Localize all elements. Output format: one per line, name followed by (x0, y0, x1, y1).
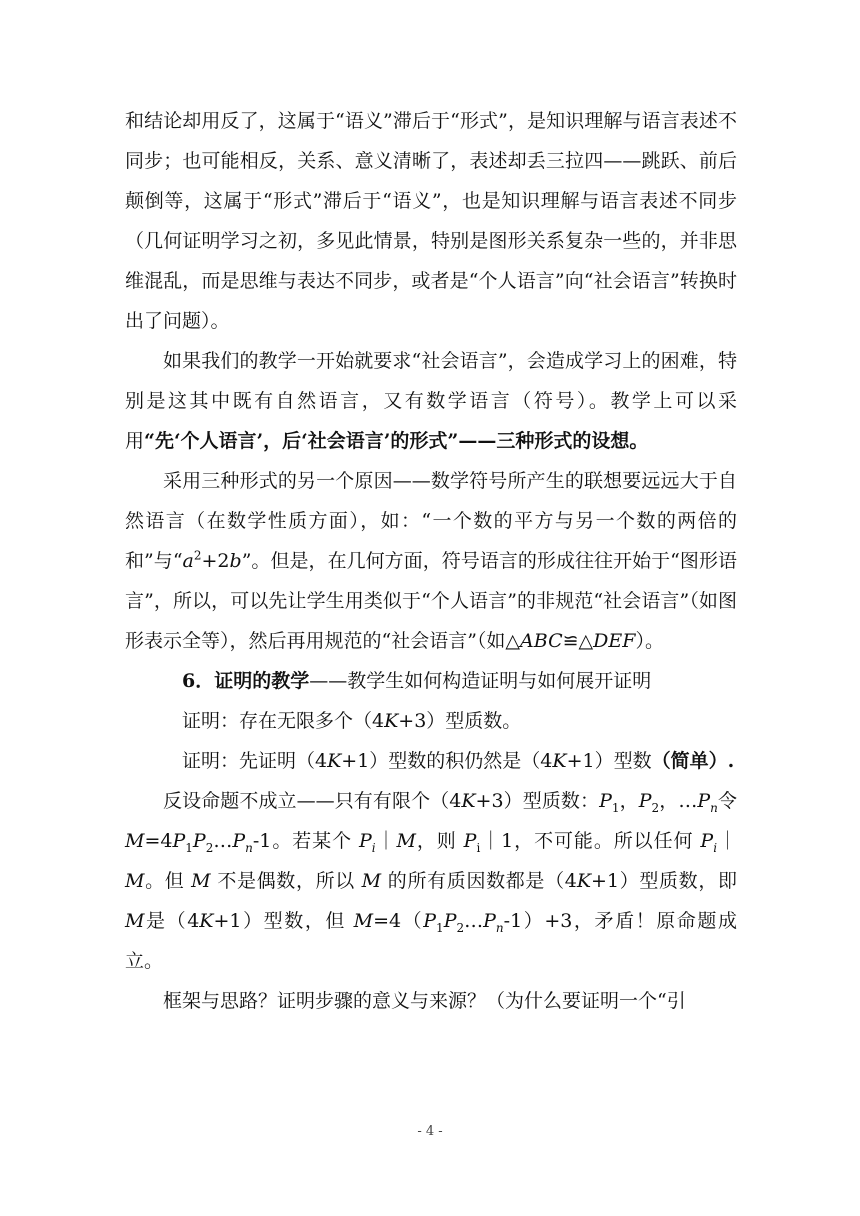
math-exponent: 2 (193, 548, 202, 563)
paragraph-text: 采用三种形式的另一个原因——数学符号所产生的联想要远远大于自然语言（在数学性质方面），如：“一个数的平方与另一个数的两倍的和”与“ (125, 470, 737, 572)
math-p: P (172, 830, 186, 852)
paragraph-last (125, 981, 737, 1021)
paragraph-text: 和结论却用反了，这属于“语义”滞后于“形式”，是知识理解与语言表述不同步；也可能相反，关系、意义清晰了，表述却丢三拉四——跳跃、前后颠倒等，这属于“形式”滞后于“语义”，也是知识理解与语言表述不同步（几何证明学习之初，多见此情景，特别是图形关系复杂一些的，并非思维混乱，而是思维与表达不同步，或者是“个人语言”向“社会语言”转换时出了问题）。 (125, 110, 737, 332)
math-subscript: 2 (205, 840, 214, 855)
proof-step-2 (125, 781, 737, 981)
paragraph-1 (125, 101, 737, 341)
math-k: K (384, 710, 399, 732)
math-m: M (353, 910, 374, 932)
math-subscript: 2 (651, 800, 660, 815)
math-m: M (396, 830, 416, 852)
page-content (125, 101, 737, 1021)
math-m: M (125, 870, 145, 892)
math-def: DEF (593, 630, 636, 652)
math-m: M (361, 870, 382, 892)
math-k: K (552, 750, 567, 772)
text: +1）型质数，即 (591, 870, 737, 892)
math-p: P (638, 790, 652, 812)
paragraph-text: 框架与思路？证明步骤的意义与来源？（为什么要证明一个“引 (163, 990, 686, 1012)
section-title: 6．证明的教学 (182, 670, 310, 692)
math-p: P (358, 830, 372, 852)
math-var-a: a (182, 550, 194, 572)
math-m: M (191, 870, 211, 892)
text: 令 (717, 790, 737, 812)
math-subscript: n (495, 920, 504, 935)
math-subscript: 1 (185, 840, 193, 855)
section-heading-6 (125, 661, 737, 701)
math-p: P (192, 830, 206, 852)
paragraph-3 (125, 461, 737, 661)
math-subscript: n (710, 800, 718, 815)
math-p: P (443, 910, 457, 932)
text: -1）+3，矛盾！原命题成立。 (125, 910, 737, 972)
paragraph-text: 如果我们的教学一开始就要求“社会语言”，会造成学习上的困难，特别是这其中既有自然语言，又有数学语言（符号）。教学上可以采用 (125, 350, 737, 452)
emphasis-text: “先‘个人语言’，后‘社会语言’的形式”——三种形式的设想。 (144, 430, 649, 452)
text: ｜1，不可能。所以任何 (480, 830, 701, 852)
paragraph-text: ”。但是，在几何方面，符号语言的形成往往开始于“图形语言”，所以，可以先让学生用类似于“个人语言”的非规范“社会语言”（如图形表示全等），然后再用规范的“社会语言”（如△ (125, 550, 737, 652)
math-subscript: i (371, 840, 376, 855)
text: +3）型质数。 (398, 710, 522, 732)
text: … (464, 910, 484, 932)
text: 是（4 (144, 910, 200, 932)
math-subscript: 2 (456, 920, 465, 935)
math-var-b: b (229, 550, 242, 572)
math-plus: +2 (201, 550, 230, 572)
text: =4（ (373, 910, 424, 932)
text: +1）型数 (566, 750, 652, 772)
paragraph-text: ）。 (635, 630, 664, 652)
section-subtitle: ——教学生如何构造证明与如何展开证明 (309, 670, 652, 692)
proof-claim (125, 701, 737, 741)
text: 反设命题不成立——只有有限个（4 (163, 790, 462, 812)
text: 的所有质因数都是（4 (381, 870, 577, 892)
emphasis-text: （简单）. (651, 750, 735, 772)
math-subscript: i (476, 840, 481, 855)
text: +1）型数的积仍然是（4 (341, 750, 553, 772)
text: +3）型质数： (475, 790, 600, 812)
math-subscript: n (245, 840, 253, 855)
text: ｜ (717, 830, 737, 852)
math-m: M (125, 910, 145, 932)
text: … (213, 830, 233, 852)
math-p: P (700, 830, 714, 852)
proof-step-1 (125, 741, 737, 781)
math-congruent: ≌△ (562, 630, 594, 652)
math-p: P (232, 830, 246, 852)
math-p: P (423, 910, 437, 932)
text: 。但 (144, 870, 192, 892)
math-subscript: i (713, 840, 718, 855)
math-k: K (461, 790, 476, 812)
text: 证明：存在无限多个（4 (182, 710, 385, 732)
math-p: P (697, 790, 711, 812)
math-p: P (599, 790, 612, 812)
paragraph-2 (125, 341, 737, 461)
math-m: M (125, 830, 145, 852)
text: 证明：先证明（4 (182, 750, 328, 772)
math-abc: ABC (520, 630, 563, 652)
text: =4 (144, 830, 173, 852)
text: +1）型数，但 (213, 910, 354, 932)
text: -1。若某个 (252, 830, 359, 852)
math-k: K (327, 750, 342, 772)
text: ｜ (375, 830, 397, 852)
math-p: P (463, 830, 477, 852)
text: ， (659, 790, 679, 812)
text: ，则 (415, 830, 464, 852)
text: 不是偶数，所以 (210, 870, 362, 892)
math-k: K (199, 910, 214, 932)
math-k: K (576, 870, 592, 892)
math-subscript: 1 (436, 920, 444, 935)
page-number: - 4 - (417, 1124, 443, 1139)
text: ， (619, 790, 639, 812)
math-subscript: 1 (611, 800, 620, 815)
text: … (678, 790, 698, 812)
math-p: P (483, 910, 496, 932)
